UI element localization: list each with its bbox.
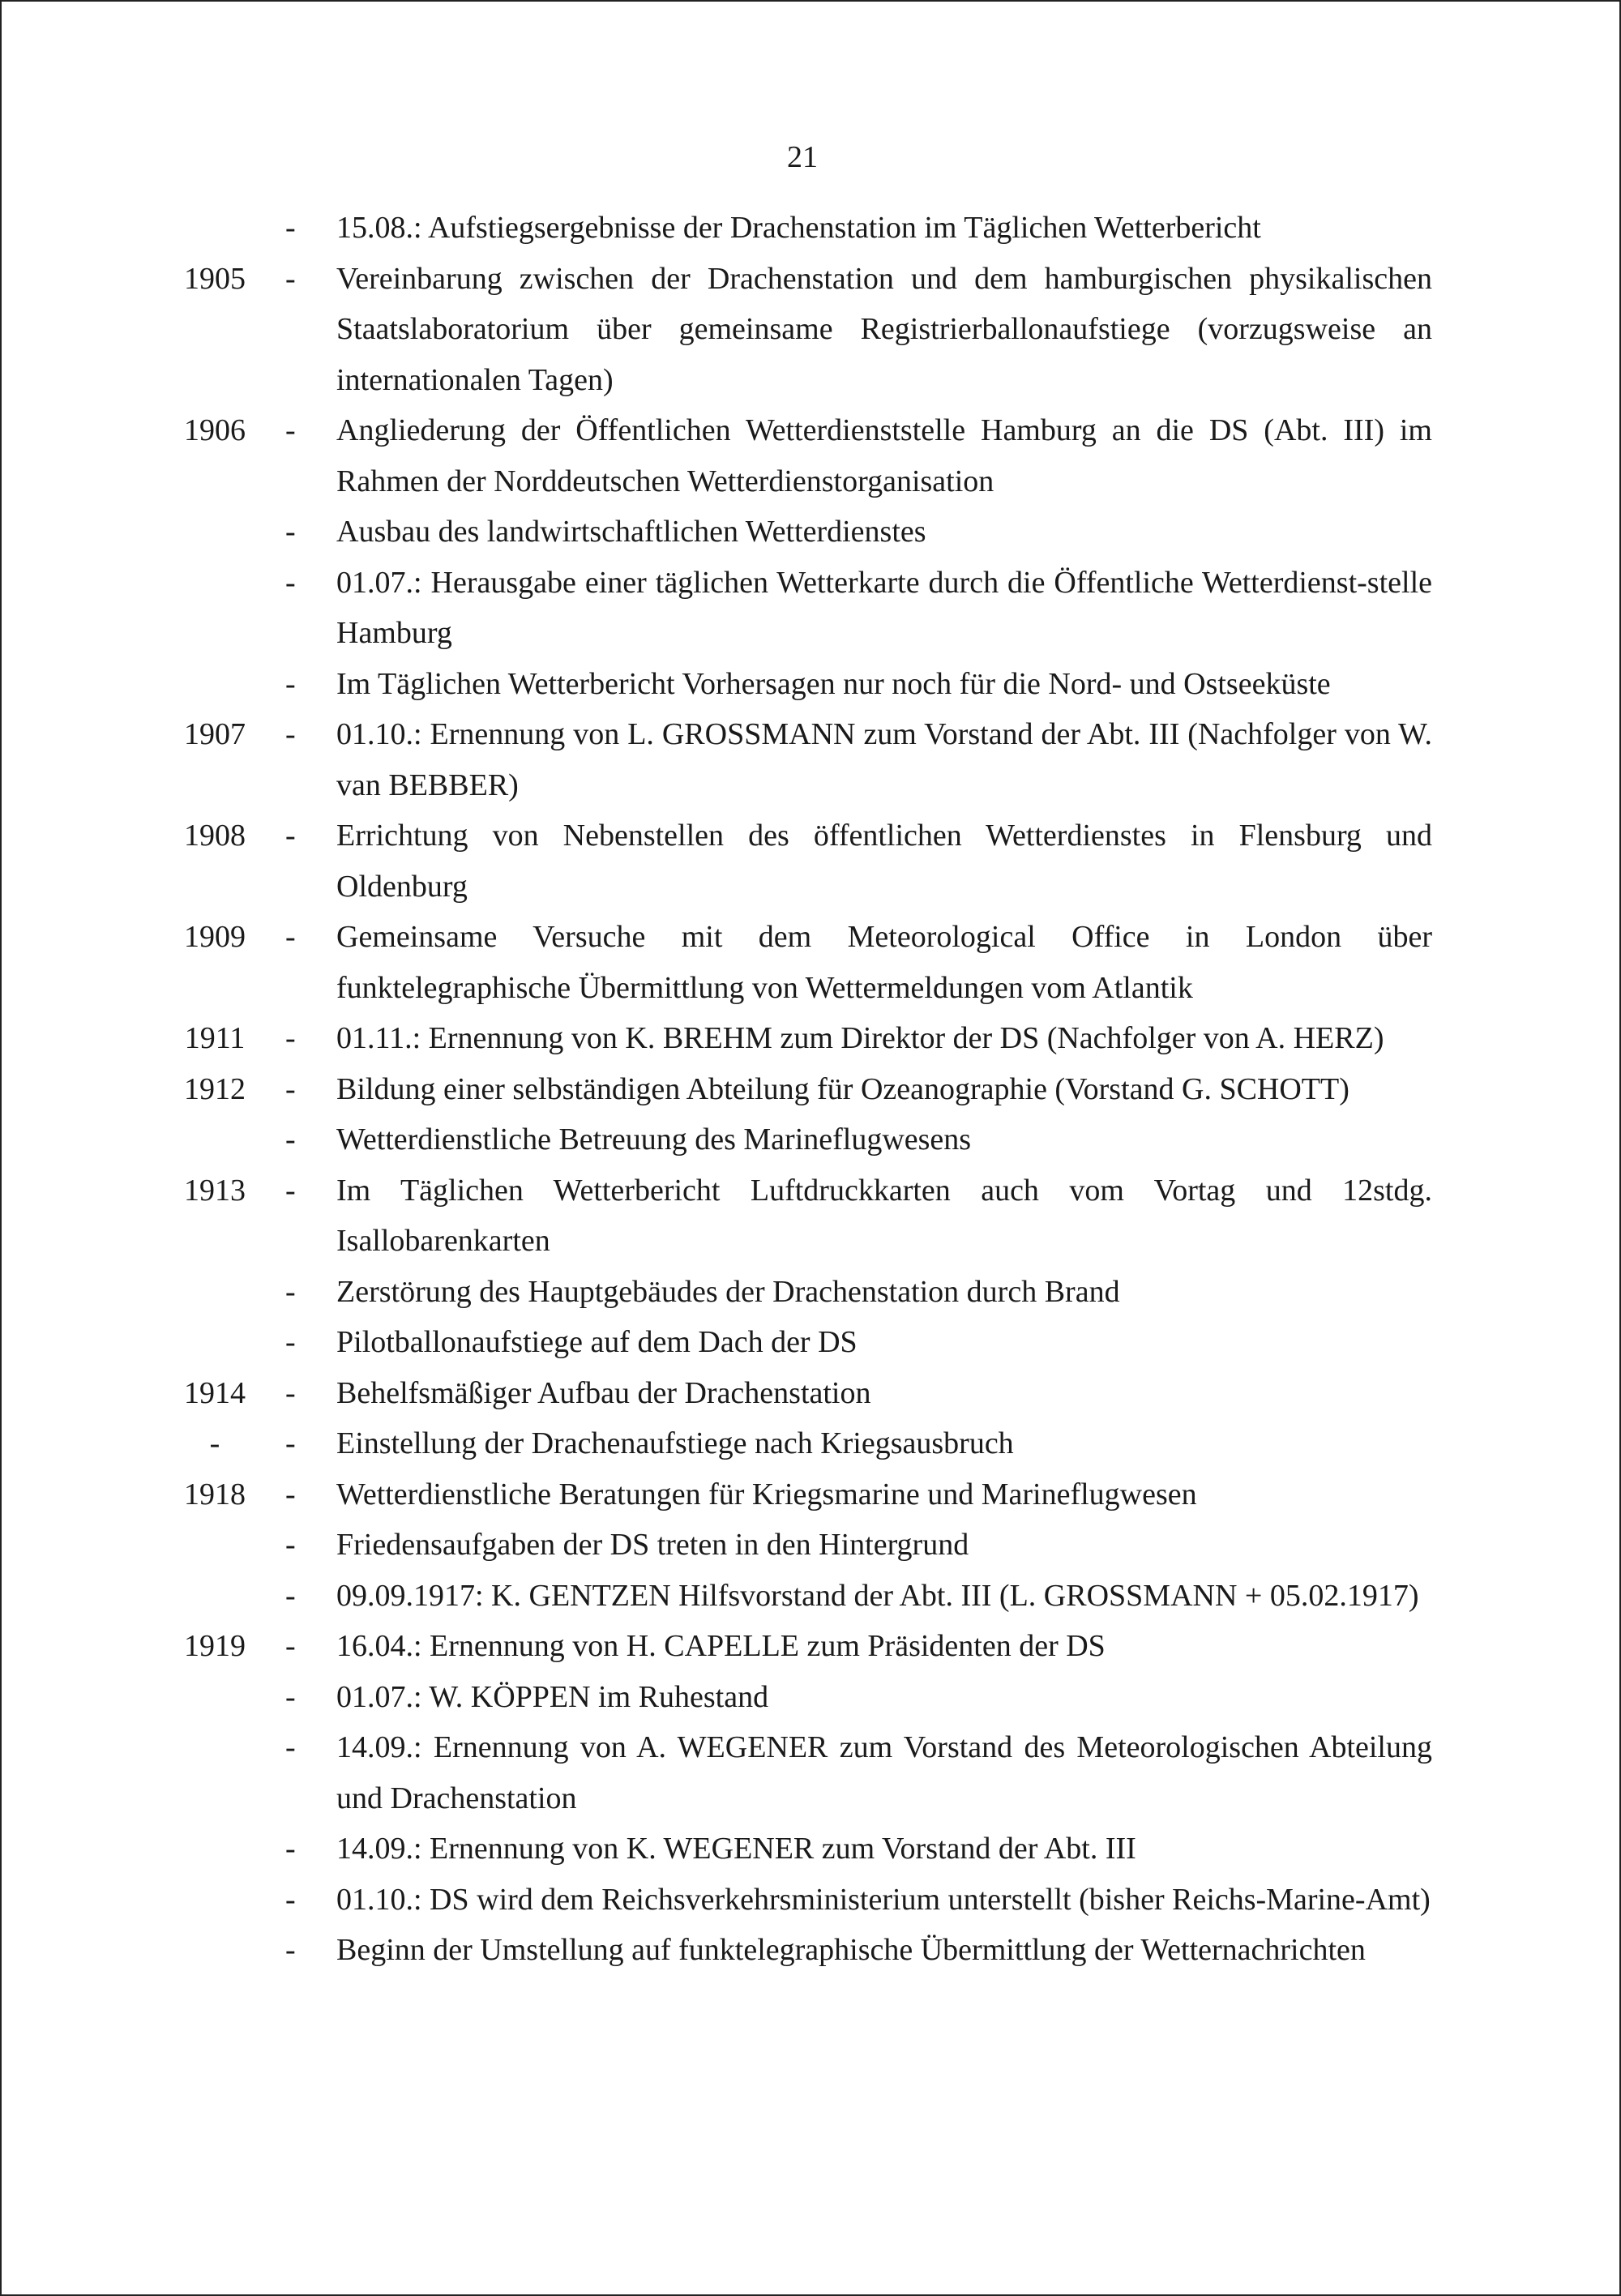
chronology-entry bbox=[0, 1824, 1621, 1875]
entry-year: 1905 bbox=[184, 261, 246, 296]
entry-year: 1907 bbox=[184, 717, 246, 751]
chronology-entry bbox=[0, 1267, 1621, 1318]
entry-text: 01.11.: Ernennung von K. BREHM zum Direktor der DS (Nachfolger von A. HERZ) bbox=[336, 1021, 1384, 1055]
chronology-entry bbox=[0, 507, 1621, 558]
entry-year: 1914 bbox=[184, 1375, 246, 1410]
entry-text: 01.07.: W. KÖPPEN im Ruhestand bbox=[336, 1679, 769, 1714]
chronology-entry bbox=[0, 1672, 1621, 1723]
chronology-entry bbox=[0, 1013, 1621, 1064]
chronology-entry bbox=[0, 1925, 1621, 1976]
entry-dash: - bbox=[285, 1528, 296, 1562]
entry-dash: - bbox=[285, 1375, 296, 1410]
chronology-list bbox=[0, 203, 1621, 1976]
entry-text: 15.08.: Aufstiegsergebnisse der Drachenstation im Täglichen Wetterbericht bbox=[336, 211, 1261, 245]
entry-dash: - bbox=[285, 515, 296, 549]
entry-year: - bbox=[209, 1426, 220, 1460]
entry-dash: - bbox=[285, 819, 296, 853]
chronology-entry bbox=[0, 1571, 1621, 1622]
chronology-entry bbox=[0, 1875, 1621, 1926]
chronology-entry bbox=[0, 254, 1621, 406]
chronology-entry bbox=[0, 1520, 1621, 1571]
entry-year: 1906 bbox=[184, 413, 246, 447]
entry-year: 1909 bbox=[184, 920, 246, 954]
entry-text: Bildung einer selbständigen Abteilung für Ozeanographie (Vorstand G. SCHOTT) bbox=[336, 1071, 1349, 1106]
chronology-entry bbox=[0, 810, 1621, 912]
entry-dash: - bbox=[285, 1679, 296, 1714]
entry-text: 14.09.: Ernennung von K. WEGENER zum Vorstand der Abt. III bbox=[336, 1832, 1136, 1866]
entry-dash: - bbox=[285, 1933, 296, 1967]
entry-text: Einstellung der Drachenaufstiege nach Kriegsausbruch bbox=[336, 1426, 1014, 1460]
chronology-entry bbox=[0, 1621, 1621, 1672]
entry-text: Vereinbarung zwischen der Drachenstation und dem hamburgischen physikalischen Staatslaboratorium über gemeinsame Registrierballonaufstiege (vorzugsweise an internationalen Tagen) bbox=[336, 261, 1432, 397]
chronology-entry bbox=[0, 1722, 1621, 1824]
entry-text: Angliederung der Öffentlichen Wetterdienststelle Hamburg an die DS (Abt. III) im Rahmen der Norddeutschen Wetterdienstorganisation bbox=[336, 413, 1432, 498]
entry-dash: - bbox=[285, 717, 296, 751]
entry-dash: - bbox=[285, 1071, 296, 1106]
entry-text: 01.07.: Herausgabe einer täglichen Wetterkarte durch die Öffentliche Wetterdienst-stelle Hamburg bbox=[336, 565, 1432, 650]
chronology-entry bbox=[0, 1469, 1621, 1520]
entry-text: Gemeinsame Versuche mit dem Meteorological Office in London über funktelegraphische Übermittlung von Wettermeldungen vom Atlantik bbox=[336, 920, 1432, 1005]
entry-dash: - bbox=[285, 1477, 296, 1511]
chronology-entry bbox=[0, 709, 1621, 810]
chronology-entry bbox=[0, 1368, 1621, 1419]
entry-text: 09.09.1917: K. GENTZEN Hilfsvorstand der Abt. III (L. GROSSMANN + 05.02.1917) bbox=[336, 1578, 1419, 1613]
chronology-entry bbox=[0, 558, 1621, 659]
entry-dash: - bbox=[285, 1882, 296, 1917]
entry-dash: - bbox=[285, 1122, 296, 1157]
entry-year: 1919 bbox=[184, 1629, 246, 1663]
chronology-entry bbox=[0, 1064, 1621, 1115]
entry-dash: - bbox=[285, 1832, 296, 1866]
entry-text: Ausbau des landwirtschaftlichen Wetterdienstes bbox=[336, 515, 926, 549]
entry-dash: - bbox=[285, 920, 296, 954]
page-number: 21 bbox=[787, 140, 818, 174]
entry-text: 14.09.: Ernennung von A. WEGENER zum Vorstand des Meteorologischen Abteilung und Drachenstation bbox=[336, 1730, 1432, 1815]
entry-text: 01.10.: Ernennung von L. GROSSMANN zum Vorstand der Abt. III (Nachfolger von W. van BEBBER) bbox=[336, 717, 1432, 802]
entry-text: Wetterdienstliche Betreuung des Marineflugwesens bbox=[336, 1122, 972, 1157]
entry-text: 01.10.: DS wird dem Reichsverkehrsministerium unterstellt (bisher Reichs-Marine-Amt) bbox=[336, 1882, 1431, 1917]
entry-dash: - bbox=[285, 1629, 296, 1663]
entry-text: Beginn der Umstellung auf funktelegraphische Übermittlung der Wetternachrichten bbox=[336, 1933, 1366, 1967]
entry-year: 1911 bbox=[184, 1021, 246, 1055]
entry-text: Errichtung von Nebenstellen des öffentlichen Wetterdienstes in Flensburg und Oldenburg bbox=[336, 819, 1432, 904]
chronology-entry bbox=[0, 1165, 1621, 1267]
entry-dash: - bbox=[285, 1325, 296, 1359]
chronology-entry bbox=[0, 1317, 1621, 1368]
entry-text: 16.04.: Ernennung von H. CAPELLE zum Präsidenten der DS bbox=[336, 1629, 1106, 1663]
entry-year: 1918 bbox=[184, 1477, 246, 1511]
chronology-entry bbox=[0, 203, 1621, 254]
chronology-entry bbox=[0, 659, 1621, 710]
entry-year: 1912 bbox=[184, 1071, 246, 1106]
entry-dash: - bbox=[285, 1578, 296, 1613]
entry-text: Wetterdienstliche Beratungen für Kriegsmarine und Marineflugwesen bbox=[336, 1477, 1197, 1511]
chronology-entry bbox=[0, 1114, 1621, 1165]
chronology-entry bbox=[0, 912, 1621, 1013]
entry-dash: - bbox=[285, 413, 296, 447]
entry-dash: - bbox=[285, 565, 296, 600]
chronology-entry bbox=[0, 1418, 1621, 1469]
entry-text: Im Täglichen Wetterbericht Vorhersagen nur noch für die Nord- und Ostseeküste bbox=[336, 666, 1331, 701]
entry-dash: - bbox=[285, 1730, 296, 1764]
entry-dash: - bbox=[285, 1426, 296, 1460]
entry-dash: - bbox=[285, 1021, 296, 1055]
entry-dash: - bbox=[285, 666, 296, 701]
entry-year: 1913 bbox=[184, 1173, 246, 1208]
entry-year: 1908 bbox=[184, 819, 246, 853]
entry-text: Friedensaufgaben der DS treten in den Hintergrund bbox=[336, 1528, 969, 1562]
entry-dash: - bbox=[285, 1274, 296, 1309]
entry-dash: - bbox=[285, 1173, 296, 1208]
entry-text: Pilotballonaufstiege auf dem Dach der DS bbox=[336, 1325, 858, 1359]
entry-dash: - bbox=[285, 211, 296, 245]
chronology-entry bbox=[0, 405, 1621, 507]
entry-text: Zerstörung des Hauptgebäudes der Drachenstation durch Brand bbox=[336, 1274, 1120, 1309]
entry-text: Im Täglichen Wetterbericht Luftdruckkarten auch vom Vortag und 12stdg. Isallobarenkarten bbox=[336, 1173, 1432, 1258]
entry-text: Behelfsmäßiger Aufbau der Drachenstation bbox=[336, 1375, 871, 1410]
entry-dash: - bbox=[285, 261, 296, 296]
